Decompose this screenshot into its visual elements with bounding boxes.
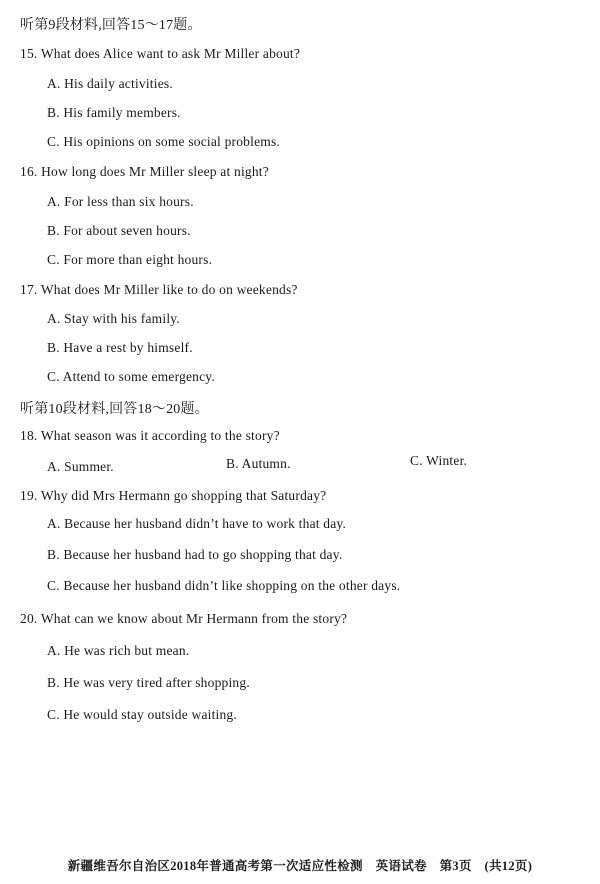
question-text: How long does Mr Miller sleep at night? [41,164,269,179]
option-text: Have a rest by himself. [63,340,193,355]
option-20b [47,675,250,691]
option-19b [47,547,342,563]
option-label: B. [47,340,60,355]
option-20a [47,643,189,659]
question-17 [20,282,298,298]
option-label: B. [47,105,60,120]
question-text: What does Alice want to ask Mr Miller about? [40,46,301,61]
option-text: Winter. [426,453,468,468]
question-15 [20,46,300,62]
option-label: A. [47,194,61,209]
question-number: 20. [20,611,38,626]
option-text: Summer. [64,459,114,474]
option-text: His family members. [63,105,181,120]
option-17a [47,311,180,327]
option-text: Autumn. [241,456,291,471]
question-18 [20,428,280,444]
question-text: What season was it according to the story? [40,428,280,443]
option-text: For about seven hours. [63,223,191,238]
option-19a [47,516,346,532]
option-15c [47,134,280,150]
option-text: Because her husband didn’t like shopping on the other days. [63,578,401,593]
option-16c [47,252,212,268]
option-text: Attend to some emergency. [62,369,215,384]
option-label: A. [47,516,61,531]
option-label: C. [410,453,423,468]
page-footer: 新疆维吾尔自治区2018年普通高考第一次适应性检测 英语试卷 第3页 (共12页) [67,859,533,873]
option-text: For more than eight hours. [63,252,213,267]
question-number: 18. [20,428,38,443]
option-label: C. [47,707,60,722]
section-heading-9: 听第9段材料,回答15～17题。 [20,18,202,33]
option-text: He would stay outside waiting. [63,707,237,722]
question-number: 19. [20,488,38,503]
option-15a [47,76,173,92]
option-label: B. [47,675,60,690]
option-text: His opinions on some social problems. [63,134,280,149]
option-16a [47,194,194,210]
option-17c [47,369,215,385]
option-label: B. [47,223,60,238]
question-text: What can we know about Mr Hermann from the story? [40,611,348,626]
question-text: Why did Mrs Hermann go shopping that Saturday? [40,488,327,503]
option-16b [47,223,191,239]
question-20 [20,611,347,627]
option-text: He was rich but mean. [64,643,190,658]
section-heading-10: 听第10段材料,回答18～20题。 [20,402,209,417]
question-number: 15. [20,46,38,61]
option-label: A. [47,311,61,326]
option-label: C. [47,134,60,149]
option-20c [47,707,237,723]
question-16 [20,164,269,180]
option-18a [47,459,114,475]
option-label: C. [47,578,60,593]
option-text: His daily activities. [64,76,173,91]
option-text: Stay with his family. [64,311,180,326]
option-15b [47,105,181,121]
option-label: A. [47,76,61,91]
option-18c [410,453,467,469]
option-19c [47,578,400,594]
option-label: B. [47,547,60,562]
question-number: 16. [20,164,38,179]
option-18b [226,456,291,472]
question-text: What does Mr Miller like to do on weekends? [40,282,298,297]
option-text: Because her husband didn’t have to work that day. [64,516,347,531]
option-label: A. [47,459,61,474]
option-text: For less than six hours. [64,194,194,209]
option-17b [47,340,193,356]
option-label: B. [226,456,239,471]
question-19 [20,488,326,504]
question-number: 17. [20,282,38,297]
option-label: A. [47,643,61,658]
option-text: He was very tired after shopping. [63,675,250,690]
option-label: C. [47,369,60,384]
option-text: Because her husband had to go shopping that day. [63,547,343,562]
option-label: C. [47,252,60,267]
